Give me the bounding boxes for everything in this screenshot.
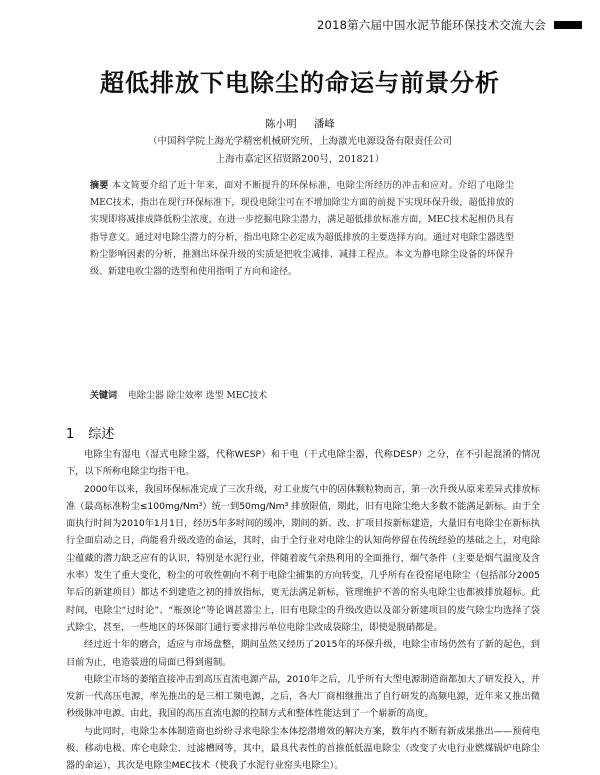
paragraph: 电除尘市场的萎缩直接冲击到高压直流电源产品，2010年之后，几乎所有大型电源制造商都加大了研发投入，并发新一代高压电源，率先推出的是三相工频电源，之后，各大厂商相继推出了自行研发的高频电源，近年来又推出微秒级脉冲电源。由此，我国的高压直流电源的控制方式和整体性能达到了一个崭新的高度。 (66, 673, 540, 720)
header-bar-mark (554, 21, 582, 29)
section-heading (66, 423, 114, 442)
keywords-text: 电除尘器 除尘效率 选型 MEC技术 (127, 391, 268, 401)
abstract (90, 178, 514, 281)
affiliation-line-2: 上海市嘉定区招贤路200号，201821） (215, 154, 385, 165)
abstract-text: 本文简要介绍了近十年来，面对不断提升的环保标准，电除尘所经历的冲击和应对。介绍了电除尘MEC技术，指出在现行环保标准下，现役电除尘可在不增加除尘方面的前提下实现环保升级，超低排放的实现即将减排成降低粉尘浓度，在进一步挖掘电除尘潜力，满足超低排放标准方面，MEC技术起相仍具有指导意义。通过对电除尘潜力的分析，指出电除尘必定成为超低排放的主要选择方向。通过对电除尘器选型粉尘影响因素的分析，推测出环保升级的实质是把收尘减排、减排工程点。本文为静电除尘设备的环保升级、新建电收尘器的选型和使用指明了方向和途径。 (90, 181, 514, 278)
keywords-label: 关键词 (90, 391, 118, 401)
section-body (66, 446, 540, 775)
conference-name: 2018第六届中国水泥节能环保技术交流大会 (317, 18, 546, 32)
section-number: 1 (66, 427, 75, 442)
abstract-label: 摘要 (90, 181, 109, 191)
paragraph: 电除尘有湿电（湿式电除尘器，代称WESP）和干电（干式电除尘器，代称DESP）之分，在不引起混淆的情况下，以下所称电除尘均指干电。 (66, 449, 540, 478)
running-header (317, 17, 582, 33)
paragraph: 2000年以来，我国环保标准完成了三次升级，对工业废气中的固体颗粒物而言，第一次升级从原来差异式排放标准（最高标准粉尘≤100mg/Nm³）统一到50mg/Nm³ 排放限值，期此，旧有电除尘绝大多数不能满足新标。由于全面执行时间为2010年1月1日，经历5年多时间的缓冲，期间的新、改、扩项目按新标建造，大量旧有电除尘在新标执行全面启动之日，尚能看升级改造的命运，其时，由于全行业对电除尘的认知尚停留在传统经验的基础之上，对电除尘蕴藏的潜力缺乏应有的认识，特别是水泥行业，伴随着废气余热利用的全面推行，烟气条件（主要是烟气温度及含水率）发生了重大变化，粉尘的可收性朝向不利于电除尘捕集的方向转变，几乎所有在役窑尾电除尘（包括部分2005年后的新建项目）都达不到建造之初的排放指标，更无法满足新标，管理维护不善的窑头电除尘也都被排放超标。此时间，电除尘“过时论”、“瓶颈论”等论调甚嚣尘上，旧有电除尘的升级改造以及部分新建项目的废气除尘均选择了袋式除尘，甚至，一些地区的环保部门通行要求排污单位电除尘改成袋除尘，即使是脱硝都是。 (66, 483, 540, 633)
section-title: 综述 (88, 427, 115, 442)
paragraph: 与此同时，电除尘本体制造商也纷纷寻求电除尘本体挖潜增效的解决方案，数年内不断有新成果推出——预荷电极、移动电极、库仑电除尘、过滤槽网等，其中，最具代表性的首推低低温电除尘（改变了火电行业燃煤锅炉电除尘器的命运），其次是电除尘MEC技术（使我了水泥行业窑头电除尘）。 (66, 725, 540, 772)
paragraph: 经过近十年的磨合，适应与市场盘整，期间虽然又经历了2015年的环保升级，电除尘市场仍然有了新的起色，到目前为止，电造装进的局面已得到遏制。 (66, 639, 540, 668)
keywords (90, 388, 514, 401)
paper-title: 超低排放下电除尘的命运与前景分析 (100, 69, 500, 97)
affiliation-line-1: （中国科学院上海光学精密机械研究所，上海激光电源设备有限责任公司 (147, 136, 452, 147)
author-list: 陈小明 潘峰 (265, 118, 335, 130)
